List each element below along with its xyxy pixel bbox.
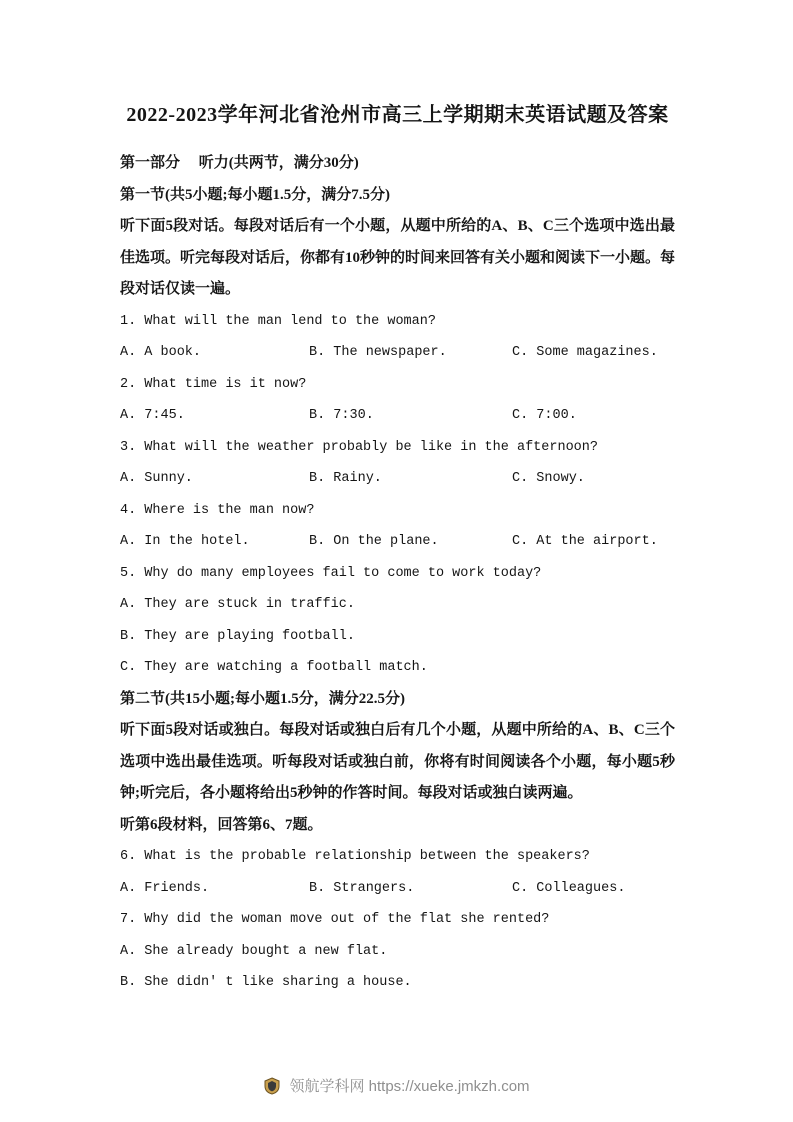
document-title: 2022-2023学年河北省沧州市高三上学期期末英语试题及答案 <box>126 104 669 126</box>
material-6-heading: 听第6段材料，回答第6、7题。 <box>120 816 323 833</box>
question-1-options <box>120 337 675 369</box>
question-2-text: 2. What time is it now? <box>120 376 307 392</box>
question-5-option-a: A. They are stuck in traffic. <box>120 597 355 612</box>
option-a: A. A book. <box>120 345 202 360</box>
page-footer <box>0 1075 793 1096</box>
question-5-option-b: B. They are playing football. <box>120 628 355 644</box>
question-3-text: 3. What will the weather probably be like in the afternoon? <box>120 439 598 455</box>
option-a: A. 7:45. <box>120 408 185 423</box>
option-b: B. On the plane. <box>309 534 439 549</box>
site-logo-icon <box>263 1077 281 1095</box>
option-c: C. 7:00. <box>512 408 577 423</box>
question-2-options <box>120 400 675 432</box>
question-5-option-c: C. They are watching a football match. <box>120 660 428 675</box>
option-c: C. Colleagues. <box>512 880 626 896</box>
question-1-text: 1. What will the man lend to the woman? <box>120 313 436 329</box>
section2-instructions: 听下面5段对话或独白。每段对话或独白后有几个小题，从题中所给的A、B、C三个选项中选出最佳选项。听每段对话或独白前，你将有时间阅读各个小题，每小题5秒钟;听完后，各小题将给出5秒钟的作答时间。每段对话或独白读两遍。 <box>120 722 675 801</box>
section1-instructions: 听下面5段对话。每段对话后有一个小题，从题中所给的A、B、C三个选项中选出最佳选项。听完每段对话后，你都有10秒钟的时间来回答有关小题和阅读下一小题。每段对话仅读一遍。 <box>120 218 676 297</box>
option-b: B. Strangers. <box>309 880 415 896</box>
option-b: B. Rainy. <box>309 471 382 486</box>
question-7-option-b: B. She didn' t like sharing a house. <box>120 975 412 990</box>
option-c: C. Some magazines. <box>512 345 658 360</box>
question-4-text: 4. Where is the man now? <box>120 502 315 518</box>
option-a: A. Friends. <box>120 880 210 896</box>
question-4-options <box>120 526 675 558</box>
question-7-text: 7. Why did the woman move out of the flat she rented? <box>120 912 550 927</box>
option-b: B. The newspaper. <box>309 345 447 360</box>
question-3-options <box>120 463 675 495</box>
option-c: C. Snowy. <box>512 471 585 486</box>
option-a: A. In the hotel. <box>120 534 250 549</box>
option-c: C. At the airport. <box>512 534 658 549</box>
question-7-option-a: A. She already bought a new flat. <box>120 943 388 959</box>
section2-heading: 第二节(共15小题;每小题1.5分，满分22.5分) <box>120 690 405 707</box>
footer-watermark-text: 领航学科网 https://xueke.jmkzh.com <box>289 1078 530 1095</box>
part1-heading: 第一部分 听力(共两节，满分30分) <box>120 155 359 171</box>
option-a: A. Sunny. <box>120 471 193 486</box>
option-b: B. 7:30. <box>309 408 374 423</box>
question-6-text: 6. What is the probable relationship between the speakers? <box>120 849 590 864</box>
section1-heading: 第一节(共5小题;每小题1.5分，满分7.5分) <box>120 186 390 203</box>
question-6-options <box>120 873 675 905</box>
question-5-text: 5. Why do many employees fail to come to work today? <box>120 565 542 581</box>
